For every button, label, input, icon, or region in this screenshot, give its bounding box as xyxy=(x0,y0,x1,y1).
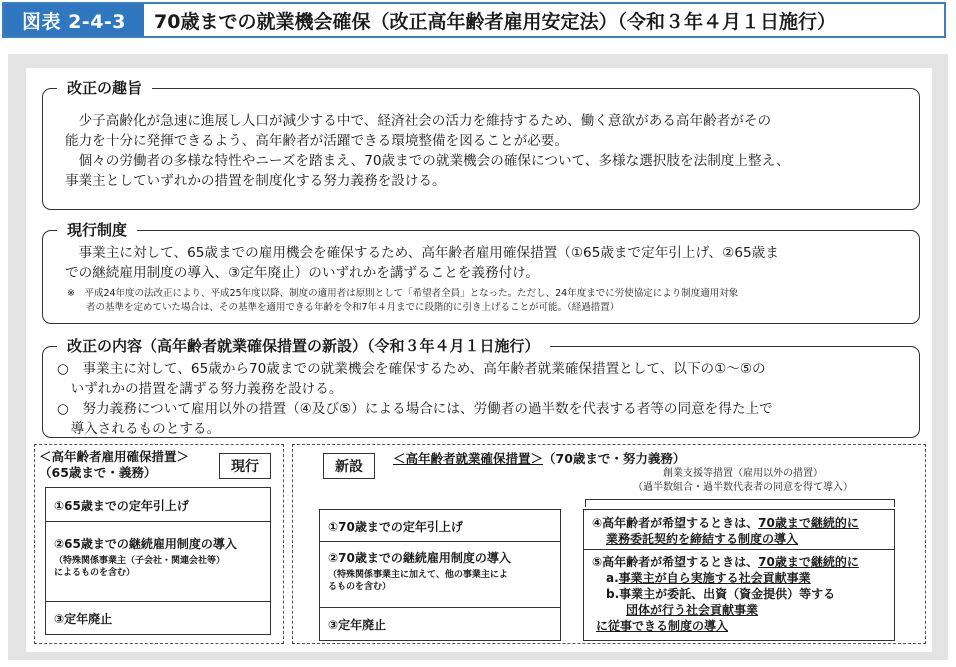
list-item: ①65歳までの定年引上げ xyxy=(46,488,270,522)
purpose-title: 改正の趣旨 xyxy=(57,78,152,98)
current-system-box xyxy=(42,221,920,324)
list-item: ④高年齢者が希望するときは、70歳まで継続的に 業務委託契約を締結する制度の導入 xyxy=(584,510,894,550)
current-measures-panel xyxy=(34,444,284,644)
purpose-line-4: 事業主としていずれかの措置を制度化する努力義務を設ける。 xyxy=(65,173,446,189)
current-line-2: での継続雇用制度の導入、③定年廃止）のいずれかを講ずることを義務付け。 xyxy=(65,265,539,281)
figure-panel xyxy=(26,68,932,652)
support-measures-list xyxy=(583,509,895,641)
support-measures-label: 創業支援等措置（雇用以外の措置） xyxy=(663,468,823,479)
purpose-line-3: 個々の労働者の多様な特性やニーズを踏まえ、70歳までの就業機会の確保について、多様な選択肢を法制度上整え、 xyxy=(65,153,790,169)
current-measures-subheading: （65歳まで・義務） xyxy=(39,465,157,480)
list-item: ②70歳までの継続雇用制度の導入 （特殊関係事業主に加えて、他の事業主によ るものを含む） xyxy=(320,542,560,608)
revision-title: 改正の内容（高年齢者就業確保措置の新設）（令和３年４月１日施行） xyxy=(57,336,550,356)
current-note-2: 者の基準を定めていた場合は、その基準を適用できる年齢を令和7年４月までに段階的に引き上げることが可能。（経過措置） xyxy=(67,302,620,313)
new-measures-panel xyxy=(292,444,926,644)
list-item: ⑤高年齢者が希望するときは、70歳まで継続的に a.事業主が自ら実施する社会貢献事業 b.事業主が委託、出資（資金提供）等する 団体が行う社会貢献事業 に従事できる制度の導入 xyxy=(592,555,859,633)
list-item: ①70歳までの定年引上げ xyxy=(320,510,560,542)
new-measures-heading xyxy=(393,451,685,467)
revision-line-4: 導入されるものとする。 xyxy=(57,421,221,437)
figure-header xyxy=(2,2,946,38)
current-measures-list xyxy=(45,487,271,635)
purpose-line-2: 能力を十分に発揮できるよう、高年齢者が活躍できる環境整備を図ることが必要。 xyxy=(65,133,568,149)
current-measures-heading: ＜高年齢者雇用確保措置＞ xyxy=(39,449,190,464)
revision-line-3: ○ 努力義務について雇用以外の措置（④及び⑤）による場合には、労働者の過半数を代表する者等の同意を得た上で xyxy=(57,401,773,417)
figure-label: 図表 2-4-3 xyxy=(4,4,144,36)
support-measures-condition: （過半数組合・過半数代表者の同意を得て導入） xyxy=(633,482,853,493)
figure-title: 70歳までの就業機会確保（改正高年齢者雇用安定法）（令和３年４月１日施行） xyxy=(154,10,836,33)
current-line-1: 事業主に対して、65歳までの雇用機会を確保するため、高年齢者雇用確保措置（①65歳まで定年引上げ、②65歳ま xyxy=(65,245,779,261)
revision-line-1: ○ 事業主に対して、65歳から70歳までの就業機会を確保するため、高年齢者就業確保措置として、以下の①～⑤の xyxy=(57,361,766,377)
purpose-line-1: 少子高齢化が急速に進展し人口が減少する中で、経済社会の活力を維持するため、働く意欲がある高年齢者がその xyxy=(65,113,772,129)
revision-line-2: いずれかの措置を講ずる努力義務を設ける。 xyxy=(57,381,343,397)
current-tag: 現行 xyxy=(219,453,271,479)
current-note-1: ※ 平成24年度の法改正により、平成25年度以降、制度の適用者は原則として「希望者全員」となった。ただし、24年度までに労使協定により制度適用対象 xyxy=(67,288,739,299)
list-item: ②65歳までの継続雇用制度の導入 （特殊関係事業主（子会社・関連会社等） によるものを含む） xyxy=(46,522,270,602)
new-measures-heading-suffix: （70歳まで・努力義務） xyxy=(543,451,686,466)
current-system-title: 現行制度 xyxy=(57,220,137,240)
support-bracket xyxy=(585,499,895,507)
revision-box xyxy=(42,337,920,438)
new-measures-list xyxy=(319,509,561,641)
new-measures-heading-name: ＜高年齢者就業確保措置＞ xyxy=(393,451,544,466)
list-item: ③定年廃止 xyxy=(328,618,387,632)
purpose-box xyxy=(42,79,920,210)
list-item: ③定年廃止 xyxy=(54,612,113,626)
figure-canvas xyxy=(8,54,948,660)
new-tag: 新設 xyxy=(323,453,375,479)
